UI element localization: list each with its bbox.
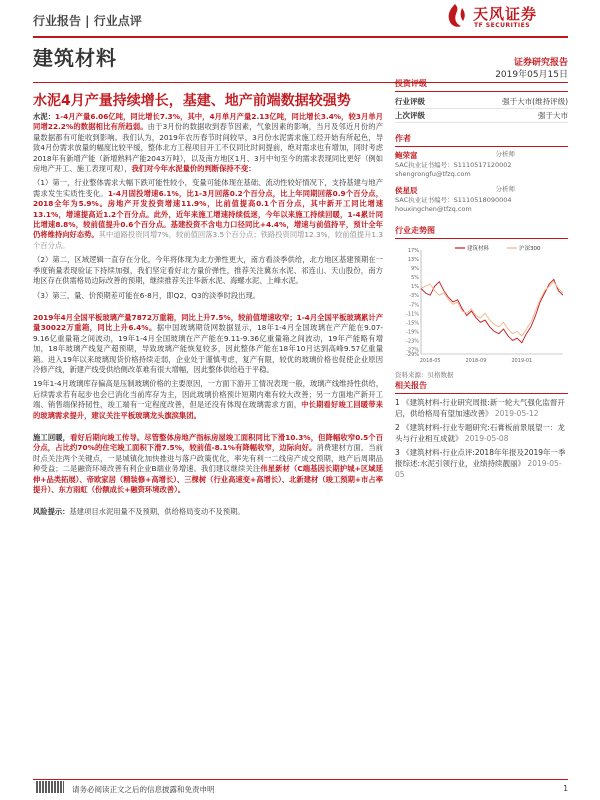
y-tick-label: 5% <box>411 275 419 282</box>
logo-text-cn: 天风证券 <box>473 5 538 23</box>
author-email[interactable]: houxingchen@tfzq.com <box>395 205 472 213</box>
y-tick-label: 1% <box>411 284 419 291</box>
y-tick-label: -27% <box>406 347 419 354</box>
x-tick-label: 2019-01 <box>511 358 533 364</box>
trend-section <box>395 225 568 380</box>
authors-section <box>395 133 568 214</box>
header-divider <box>33 36 568 38</box>
rating-section <box>395 78 568 123</box>
report-category: 行业报告 | 行业点评 <box>33 14 142 28</box>
trend-title: 行业走势图 <box>395 225 568 239</box>
author-entry: 鲍荣富 分析师 SAC执业证书编号：S1110517120002 shengrongfu@tfzq.com <box>395 150 568 179</box>
report-date: 2019年05月15日 <box>495 70 568 80</box>
y-tick-label: 17% <box>407 248 419 254</box>
author-entry: 侯星辰 分析师 SAC执业证书编号：S1110518090004 houxingchen@tfzq.com <box>395 185 568 214</box>
legend-label: 建筑材料 <box>467 246 490 252</box>
trend-source: 资料来源：贝格数据 <box>395 371 454 379</box>
report-type: 证券研究报告 <box>513 58 568 68</box>
y-tick-label: -23% <box>406 338 419 345</box>
series-line <box>421 282 563 336</box>
page-number: 1 <box>563 784 568 793</box>
authors-title: 作者 <box>395 133 568 147</box>
rating-row: 上次评级 强于大市 <box>395 109 568 123</box>
qr-code-icon <box>36 781 64 793</box>
y-tick-label: 9% <box>411 266 419 273</box>
y-tick-label: -3% <box>409 293 419 300</box>
related-report-item[interactable]: 1 《建筑材料-行业研究周报:新一轮大气强化监督开启，供给格局有望加速改善》 2019-05-12 <box>395 398 565 418</box>
rating-row: 行业评级 强于大市(维持评级) <box>395 95 568 109</box>
paragraph-risk: 风险提示：基建项目水泥用量不及预期，供给格局变动不及预期。 <box>33 507 245 517</box>
rating-title: 投资评级 <box>395 78 568 92</box>
y-tick-label: -19% <box>406 329 419 336</box>
paragraph-point-3: （3）第三，量、价预期差可能在6-8月，即Q2、Q3的淡季时段出现。 <box>33 290 261 300</box>
related-title: 相关报告 <box>395 380 568 394</box>
tf-securities-logo-icon <box>440 2 470 32</box>
paragraph-point-1: （1）第一，行业整体需求大幅下跌可能性较小，变量可能体现在基础、流动性较好情况下，支持基建与地产需求发生实质性变化。1-4月固投增速6.1%，比1-3月回落0.2个百分点，比上年同期回落0.9个百分点，2018全年为5.9%。房地产开发投资增速11.9%，比前值提高0.1个百分点，其中新开工同比增速13.1%，增速提高近1.2个百分点。此外，近年来施工增速持续低迷，今年以来施工持续回暖，1-4累计同比增速8.8%，较前值提升0.6个百分点。基建投资不含电力口径同比+4.4%，增速与前值持平，预计全年仍将维持向好态势。其中道路投资同增7%，较前值回落3.5个百分点；铁路投资同增12.3%，较前值提升1.3个百分点。 <box>33 178 384 250</box>
footer-disclaimer: 请务必阅读正文之后的信息披露和免责申明 <box>72 785 215 794</box>
paragraph-cement: 水泥：1-4月产量6.06亿吨，同比增长7.3%，其中，4月单月产量2.13亿吨，同比增长3.4%，较3月单月同增22.2%的数据相比有所趋弱。由于3月份的数据收到春节因素，气象因素的影响，当月及邻近月份的产量数据都有可能收到影响。我们认为，2019年农历春节时间较早，3月份水泥需求施工经开始有所起色，导致4月份需求放量的幅度比较平缓，整体北方工程项目开工不仅同比时间提前，绝对需求也有增加，同时考虑2018年有新增产能（新增熟料产能2043万吨），以及南方地区1月、3月中旬至今的需求表现同比更好（例如房地产开工、施工表现可观），我们对今年水泥量价的判断保持不变： <box>33 112 383 174</box>
paragraph-point-2: （2）第二，区域逻辑一直存在分化，今年将体现为北方弹性更大，南方看淡季供给，北方地区基建预期在一季度销量表现验证下持续加强，我们坚定看好北方量价弹性，推荐关注冀东水泥、祁连山、天山股份，南方地区存在供需格局边际改善的预期，继续推荐关注华新水泥、海螺水泥、上峰水泥。 <box>33 255 383 286</box>
x-tick-label: 2018-05 <box>419 358 441 364</box>
series-line <box>421 279 563 342</box>
paragraph-construction: 施工回暖，看好后期向竣工传导。尽管整体房地产指标房屋竣工面积同比下滑10.3%，但降幅收窄0.5个百分点，占比约70%的住宅竣工面积下滑7.5%，较前值-8.1%有降幅收窄，边际向好。消费建材方面，当前时点关注两个关键点，一是城镇化加快推进与落户政策优化，率先有利一二线房产成交预期，地产后周期品种受益；二是融资环境改善有利企业B端业务增速。我们建议继续关注伟星新材（C端基因长期护城+区域延伸+品类拓展）、帝欧家居（精装修+高增长）、三棵树（行业高速变+高增长）、北新建材（竣工预期+市占率提升）、东方雨虹（份额成长+融资环境改善）。 <box>33 432 384 494</box>
main-body <box>33 112 383 522</box>
sector-title: 建筑材料 <box>33 46 117 70</box>
logo-text-en: TF SECURITIES <box>474 22 531 29</box>
y-tick-label: -15% <box>406 320 419 327</box>
legend-label: 沪深300 <box>519 246 541 252</box>
related-report-item[interactable]: 2 《建筑材料-行业专题研究:石膏板前景展望一：龙头与行业相互成就》 2019-05-08 <box>395 423 565 443</box>
paragraph-glass-2: 19年1-4月玻璃库存偏高是压制玻璃价格的主要原因，一方面下游开工情况表现一般，玻璃产线维持性供给，后续需求若有起步也会已消化当前库存为主，因此玻璃价格预计短期内难有较大改善；另一方面地产新开工端、销售端保持韧性，竣工端有一定程度改善，但是还没有体现在玻璃需求方面，中长期看好竣工回暖带来的玻璃需求提升，建议关注平板玻璃龙头旗滨集团。 <box>33 379 384 420</box>
y-tick-label: 13% <box>407 257 419 264</box>
x-tick-label: 2018-09 <box>465 358 487 364</box>
report-headline: 水泥4月产量持续增长，基建、地产前端数据较强势 <box>33 93 351 109</box>
footer-divider <box>33 779 568 780</box>
author-email[interactable]: shengrongfu@tfzq.com <box>395 170 471 178</box>
y-tick-label: -29% <box>406 352 419 358</box>
related-report-item[interactable]: 3 《建筑材料-行业点评:2018年年报及2019年一季报综述:水泥引领行业，业绩持续靓丽》 2019-05-05 <box>395 448 566 479</box>
y-tick-label: -7% <box>409 302 419 309</box>
trend-chart <box>395 242 568 367</box>
paragraph-glass-1: 2019年4月全国平板玻璃产量7872万重箱，同比上升7.5%，较前值增速收窄；1-4月全国平板玻璃累计产量30022万重箱，同比上升6.4%。据中国玻璃期货网数据显示，18年1-4月全国玻璃在产产能在9.07-9.16亿重量箱之间波动，19年1-4月全国玻璃在产产能在9.11-9.36亿重量箱之间波动，19年产能略有增加，18年玻璃产线复产超预期，导致玻璃产能恢复较多，因此整体产能在18年10月达到高峰9.57亿重量箱。进入19年以来玻璃现货价格持续走弱，企业处于谨慎考虑，复产有限，较优的玻璃价格也促使企业原因冷修产线，新建产线受供给侧改革难有很大增幅，因此整体供给趋于平稳。 <box>33 312 383 374</box>
y-tick-label: -11% <box>406 311 419 318</box>
related-section <box>395 380 568 483</box>
